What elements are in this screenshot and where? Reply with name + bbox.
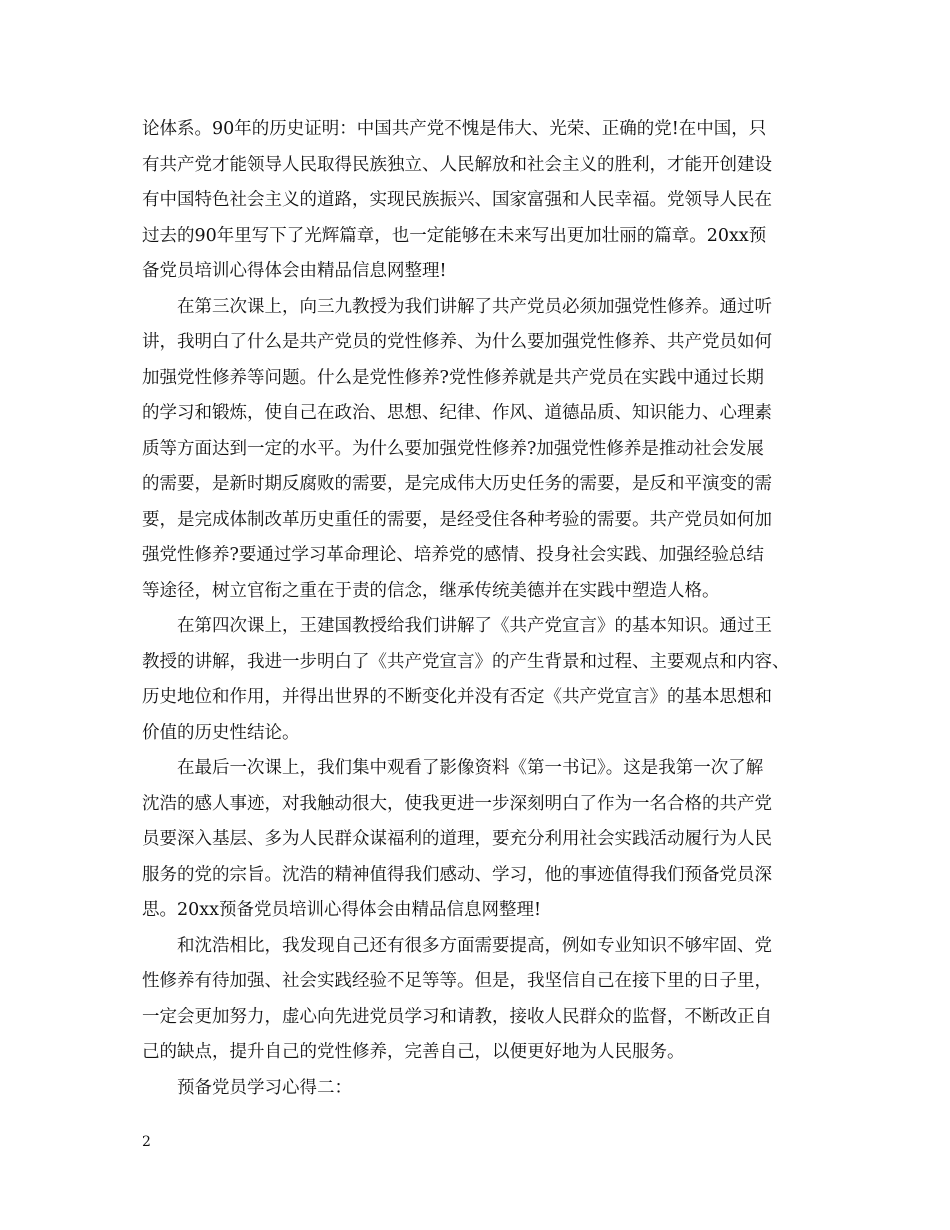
text-line: 在第四次课上，王建国教授给我们讲解了《共产党宣言》的基本知识。通过王 <box>177 616 772 636</box>
text-line: 要，是完成体制改革历史重任的需要，是经受住各种考验的需要。共产党员如何加 <box>142 509 772 530</box>
text-line: 历史地位和作用，并得出世界的不断变化并没有否定《共产党宣言》的基本思想和 <box>142 687 772 707</box>
paragraph <box>142 751 822 929</box>
text-line: 强党性修养?要通过学习革命理论、培养党的感情、投身社会实践、加强经验总结 <box>142 545 764 565</box>
text-line: 加强党性修养等问题。什么是党性修养?党性修养就是共产党员在实践中通过长期 <box>142 367 764 388</box>
text-line: 预备党员学习心得二： <box>177 1077 352 1098</box>
text-line: 和沈浩相比，我发现自己还有很多方面需要提高，例如专业知识不够牢固、党 <box>177 935 772 956</box>
paragraph <box>142 1071 822 1107</box>
text-line: 沈浩的感人事迹，对我触动很大，使我更进一步深刻明白了作为一名合格的共产党 <box>142 793 772 814</box>
text-line: 服务的党的宗旨。沈浩的精神值得我们感动、学习，他的事迹值得我们预备党员深 <box>142 864 772 885</box>
text-line: 在最后一次课上，我们集中观看了影像资料《第一书记》。这是我第一次了解 <box>177 758 764 778</box>
text-line: 员要深入基层、多为人民群众谋福利的道理，要充分利用社会实践活动履行为人民 <box>142 829 772 849</box>
paragraph <box>142 609 822 751</box>
text-line: 等途径，树立官衔之重在于责的信念，继承传统美德并在实践中塑造人格。 <box>142 580 720 601</box>
text-line: 在第三次课上，向三九教授为我们讲解了共产党员必须加强党性修养。通过听 <box>177 296 772 317</box>
text-line: 思。20xx预备党员培训心得体会由精品信息网整理! <box>142 900 542 920</box>
text-line: 有中国特色社会主义的道路，实现民族振兴、国家富强和人民幸福。党领导人民在 <box>142 190 772 210</box>
text-line: 一定会更加努力，虚心向先进党员学习和请教，接收人民群众的监督，不断改正自 <box>142 1006 772 1027</box>
text-line: 教授的讲解，我进一步明白了《共产党宣言》的产生背景和过程、主要观点和内容、 <box>142 651 790 672</box>
paragraph <box>142 290 822 610</box>
paragraph <box>142 112 822 290</box>
text-line: 备党员培训心得体会由精品信息网整理! <box>142 261 447 281</box>
text-line: 有共产党才能领导人民取得民族独立、人民解放和社会主义的胜利，才能开创建设 <box>142 154 772 175</box>
paragraph <box>142 929 822 1071</box>
text-line: 过去的90年里写下了光辉篇章，也一定能够在未来写出更加壮丽的篇章。20xx预 <box>142 225 767 246</box>
text-line: 质等方面达到一定的水平。为什么要加强党性修养?加强党性修养是推动社会发展 <box>142 438 764 459</box>
page-number: 2 <box>142 1134 151 1150</box>
text-line: 的学习和锻炼，使自己在政治、思想、纪律、作风、道德品质、知识能力、心理素 <box>142 403 772 423</box>
text-line: 价值的历史性结论。 <box>142 722 300 743</box>
text-line: 论体系。90年的历史证明：中国共产党不愧是伟大、光荣、正确的党!在中国，只 <box>142 119 767 139</box>
text-line: 的需要，是新时期反腐败的需要，是完成伟大历史任务的需要，是反和平演变的需 <box>142 474 772 494</box>
text-line: 己的缺点，提升自己的党性修养，完善自己，以便更好地为人民服务。 <box>142 1042 685 1062</box>
text-line: 性修养有待加强、社会实践经验不足等等。但是，我坚信自己在接下里的日子里， <box>142 971 772 991</box>
text-line: 讲，我明白了什么是共产党员的党性修养、为什么要加强党性修养、共产党员如何 <box>142 332 772 352</box>
document-body <box>142 112 822 1106</box>
